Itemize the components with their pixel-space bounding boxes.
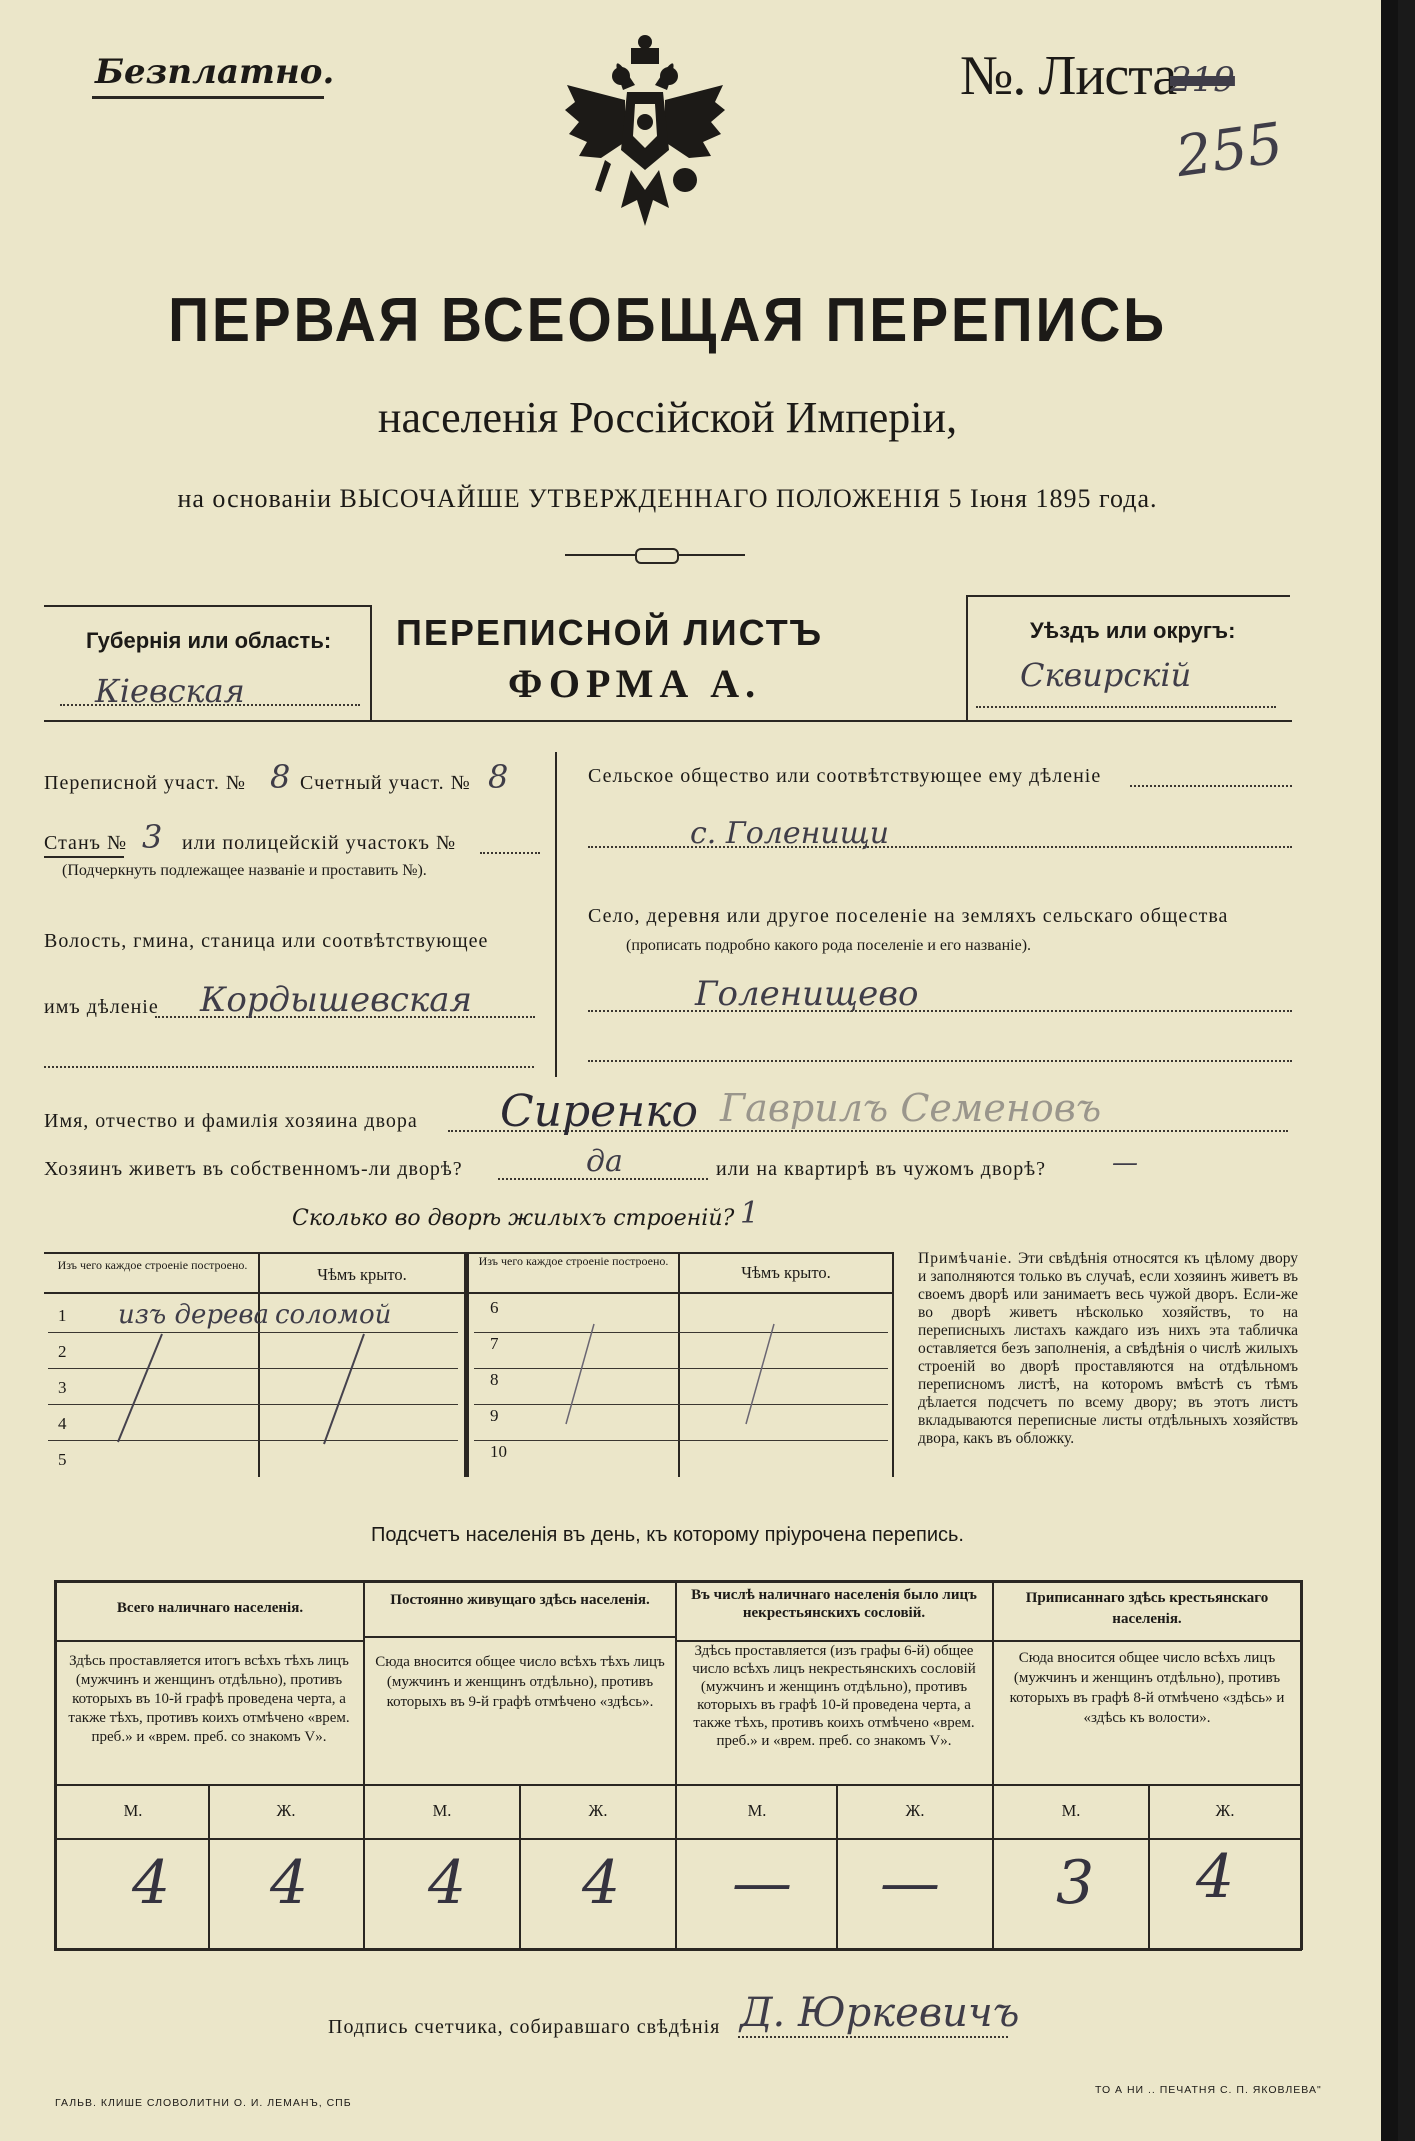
page-subtitle: населенія Россійской Имперіи,	[377, 393, 958, 442]
total-present-header: Всего наличнаго населенія.	[116, 1600, 304, 1616]
village-value: Голенищево	[695, 974, 919, 1014]
stan-label: Станъ №	[44, 832, 128, 854]
uezd-label: Уѣздъ или округъ:	[1030, 618, 1236, 643]
village-note: (прописать подробно какого рода поселеніе и его названіе).	[626, 937, 1032, 954]
roof-header-right: Чѣмъ крыто.	[741, 1263, 831, 1282]
female-col-header: Ж.	[588, 1801, 608, 1820]
row-number: 6	[490, 1298, 499, 1317]
registered-peasants-desc: Сюда вносится общее число всѣхъ лицъ (мужчинъ и женщинъ отдѣльно), противъ которыхъ въ графѣ 8-й отмѣчено «здѣсь» и «здѣсь къ волости».	[1009, 1650, 1285, 1726]
enumerator-signature: Д. Юркевичъ	[740, 1990, 1020, 2036]
material-header-left: Изъ чего каждое строеніе построено.	[57, 1258, 248, 1272]
row1-material: изъ дерева	[118, 1300, 270, 1330]
non-peasant-desc: Здѣсь проставляется (изъ графы 6-й) общее число всѣхъ лицъ некрестьянскихъ сословій (мужчинъ и женщинъ отдѣльно), противъ которыхъ въ графѣ 10-й проведена черта, а также тѣхъ, противъ коихъ отмѣчено «врем. преб.» и «врем. преб. со знакомъ V».	[692, 1643, 976, 1749]
owner-surname-value: Сиренко	[500, 1086, 698, 1137]
owner-name-label: Имя, отчество и фамилія хозяина двора	[44, 1110, 418, 1132]
band-top-left	[44, 605, 372, 607]
total-present-female: 4	[270, 1848, 309, 1918]
buildings-value: 1	[740, 1196, 760, 1231]
non-peasant-male: —	[732, 1848, 792, 1918]
counting-district-label: Счетный участ. №	[300, 772, 471, 794]
printer-left: ГАЛЬВ. КЛИШЕ СЛОВОЛИТНИ О. И. ЛЕМАНЪ, СПБ	[55, 2097, 352, 2109]
buildings-label: Сколько во дворѣ жилыхъ строеній?	[292, 1206, 735, 1231]
own-yard-label: Хозяинъ живетъ въ собственномъ-ли дворѣ?	[44, 1158, 463, 1180]
blank-rows-slash	[310, 1330, 370, 1450]
ornament-divider	[565, 548, 745, 562]
police-district-label: или полицейскій участокъ №	[182, 832, 457, 854]
male-col-header: М.	[432, 1801, 452, 1820]
owner-given-names-value: Гаврилъ Семеновъ	[720, 1086, 1102, 1130]
total-present-desc: Здѣсь проставляется итогъ всѣхъ тѣхъ лицъ (мужчинъ и женщинъ отдѣльно), противъ которыхъ въ 10-й графѣ проведена черта, а также тѣхъ, противъ коихъ отмѣчено «врем. преб.» и «врем. преб. со знакомъ V».	[68, 1653, 350, 1745]
note-block	[918, 1250, 1298, 1448]
rented-yard-label: или на квартирѣ въ чужомъ дворѣ?	[716, 1158, 1047, 1180]
note-text: Эти свѣдѣнія относятся къ цѣлому двору и заполняются только въ случаѣ, если хозяинъ живетъ въ своемъ дворѣ или занимаетъ весь чужой дворъ. Если-же во дворѣ живетъ нѣсколько хозяйствъ, то на переписныхъ листахъ каждаго изъ нихъ эта табличка оставляется безъ заполненія, а свѣдѣнія о числѣ жилыхъ строеній во дворѣ проставляются на отдѣльномъ переписномъ листѣ, на которомъ вмѣстѣ съ тѣмъ дѣлается подсчетъ по всему двору; въ этотъ листъ вкладываются переписные листы отдѣльныхъ хозяйствъ двора, какъ въ обложку.	[918, 1250, 1298, 1447]
row-number: 4	[58, 1414, 67, 1433]
stan-value: 3	[142, 818, 163, 856]
band-top-right	[966, 595, 1290, 597]
form-title: ПЕРЕПИСНОЙ ЛИСТЪ	[396, 612, 824, 653]
count-title: Подсчетъ населенія въ день, къ которому пріурочена перепись.	[370, 1524, 964, 1546]
gubernia-value: Кіевская	[95, 672, 245, 710]
rented-yard-value: —	[1112, 1148, 1138, 1178]
gubernia-label: Губернія или область:	[86, 628, 332, 653]
uezd-value: Сквирскій	[1020, 656, 1192, 694]
imperial-eagle-emblem	[565, 30, 725, 255]
permanent-header: Постоянно живущаго здѣсь населенія.	[390, 1592, 650, 1608]
registered-female: 4	[1196, 1842, 1235, 1912]
row-number: 3	[58, 1378, 67, 1397]
note-title: Примѣчаніе.	[918, 1250, 1013, 1267]
blank-rows-slash	[110, 1330, 170, 1450]
village-label: Село, деревня или другое поселеніе на земляхъ сельскаго общества	[588, 905, 1229, 927]
printer-right: ТО А НИ .. ПЕЧАТНЯ С. П. ЯКОВЛЕВА"	[1095, 2084, 1322, 2096]
sheet-number-label: №. Листа	[960, 45, 1177, 107]
row-number: 5	[58, 1450, 67, 1469]
volost-label: Волость, гмина, станица или соотвѣтствующее	[44, 930, 489, 952]
society-value: с. Голенищи	[690, 816, 890, 851]
registered-peasants-header: Приписаннаго здѣсь крестьянскаго населенія.	[1025, 1590, 1269, 1627]
volost-label-2: имъ дѣленіе	[44, 996, 159, 1018]
material-header-right: Изъ чего каждое строеніе построено.	[478, 1254, 669, 1268]
basis-line: на основаніи ВЫСОЧАЙШЕ УТВЕРЖДЕННАГО ПОЛОЖЕНІЯ 5 Іюня 1895 года.	[177, 484, 1158, 513]
female-col-header: Ж.	[1215, 1801, 1235, 1820]
female-col-header: Ж.	[276, 1801, 296, 1820]
roof-header-left: Чѣмъ крыто.	[317, 1265, 407, 1284]
permanent-desc: Сюда вносится общее число всѣхъ тѣхъ лицъ (мужчинъ и женщинъ отдѣльно), противъ которыхъ въ 9-й графѣ отмѣчено «здѣсь».	[375, 1654, 665, 1710]
scan-edge	[1381, 0, 1398, 2141]
female-col-header: Ж.	[905, 1801, 925, 1820]
male-col-header: М.	[123, 1801, 143, 1820]
row-number: 1	[58, 1306, 67, 1325]
society-label: Сельское общество или соотвѣтствующее ему дѣленіе	[588, 765, 1102, 787]
row-number: 2	[58, 1342, 67, 1361]
row-number: 8	[490, 1370, 499, 1389]
signature-label: Подпись счетчика, собиравшаго свѣдѣнія	[328, 2016, 721, 2038]
row-number: 10	[490, 1442, 507, 1461]
male-col-header: М.	[1061, 1801, 1081, 1820]
row1-roof: соломой	[275, 1300, 392, 1330]
volost-value: Кордышевская	[200, 980, 473, 1020]
registered-male: 3	[1056, 1848, 1095, 1918]
blank-rows-slash	[560, 1320, 600, 1430]
sheet-number-handwritten: 255	[1171, 110, 1287, 191]
form-letter: ФОРМА А.	[508, 661, 762, 706]
census-district-value: 8	[270, 758, 291, 796]
non-peasant-female: —	[880, 1848, 940, 1918]
row-number: 9	[490, 1406, 499, 1425]
page-title: ПЕРВАЯ ВСЕОБЩАЯ ПЕРЕПИСЬ	[168, 286, 1167, 355]
sheet-number-struck: 219	[1170, 60, 1235, 100]
underline-note: (Подчеркнуть подлежащее названіе и проставить №).	[62, 862, 427, 879]
blank-rows-slash	[740, 1320, 780, 1430]
total-present-male: 4	[132, 1848, 171, 1918]
male-col-header: М.	[747, 1801, 767, 1820]
counting-district-value: 8	[488, 758, 509, 796]
census-district-label: Переписной участ. №	[44, 772, 247, 794]
own-yard-value: да	[586, 1144, 623, 1179]
row-number: 7	[490, 1334, 499, 1353]
non-peasant-header: Въ числѣ наличнаго населенія было лицъ некрестьянскихъ сословій.	[691, 1587, 977, 1621]
permanent-male: 4	[428, 1848, 467, 1918]
permanent-female: 4	[582, 1848, 621, 1918]
free-label: Безплатно.	[95, 52, 335, 92]
